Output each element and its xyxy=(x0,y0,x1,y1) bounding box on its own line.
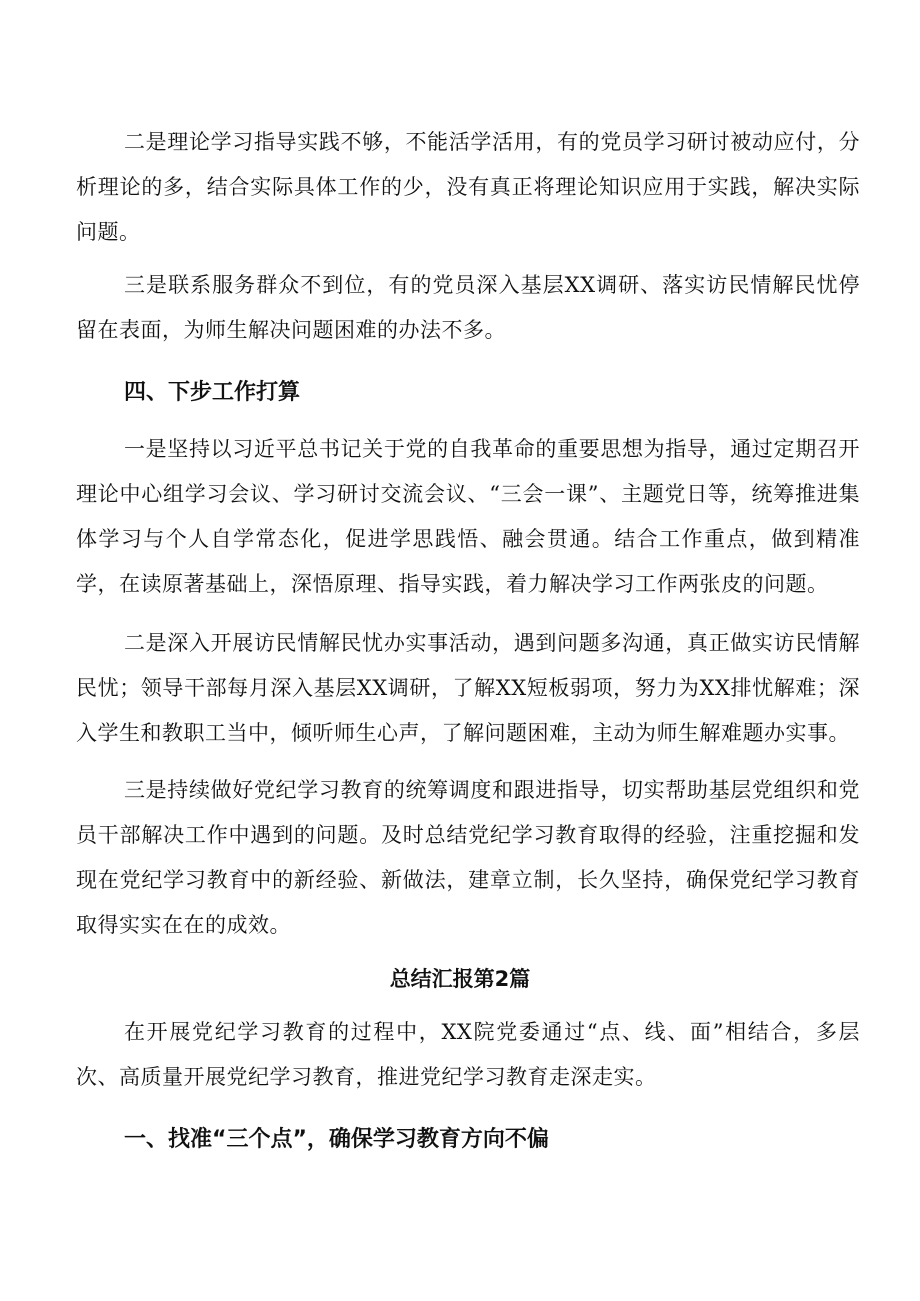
paragraph-theory-practice: 二是理论学习指导实践不够，不能活学活用，有的党员学习研讨被动应付，分析理论的多，结合实际具体工作的少，没有真正将理论知识应用于实践，解决实际问题。 xyxy=(76,130,860,244)
paragraph-next-step-3: 三是持续做好党纪学习教育的统筹调度和跟进指导，切实帮助基层党组织和党员干部解决工作中遇到的问题。及时总结党纪学习教育取得的经验，注重挖掘和发现在党纪学习教育中的新经验、新做法，建章立制，长久坚持，确保党纪学习教育取得实实在在的成效。 xyxy=(76,778,860,937)
paragraph-article-intro: 在开展党纪学习教育的过程中，XX院党委通过“点、线、面”相结合，多层次、高质量开展党纪学习教育，推进党纪学习教育走深走实。 xyxy=(76,1020,860,1089)
paragraph-next-step-1: 一是坚持以习近平总书记关于党的自我革命的重要思想为指导，通过定期召开理论中心组学习会议、学习研讨交流会议、“三会一课”、主题党日等，统筹推进集体学习与个人自学常态化，促进学思践悟、融会贯通。结合工作重点，做到精准学，在读原著基础上，深悟原理、指导实践，着力解决学习工作两张皮的问题。 xyxy=(76,437,860,596)
section-heading-next-steps: 四、下步工作打算 xyxy=(124,380,301,405)
section-heading-three-points: 一、找准“三个点”，确保学习教育方向不偏 xyxy=(124,1127,549,1152)
article-title: 总结汇报第2篇 xyxy=(389,967,531,991)
paragraph-serve-masses: 三是联系服务群众不到位，有的党员深入基层XX调研、落实访民情解民忧停留在表面，为师生解决问题困难的办法不多。 xyxy=(76,273,860,342)
paragraph-next-step-2: 二是深入开展访民情解民忧办实事活动，遇到问题多沟通，真正做实访民情解民忧；领导干部每月深入基层XX调研，了解XX短板弱项，努力为XX排忧解难；深入学生和教职工当中，倾听师生心声，了解问题困难，主动为师生解难题办实事。 xyxy=(76,631,860,745)
